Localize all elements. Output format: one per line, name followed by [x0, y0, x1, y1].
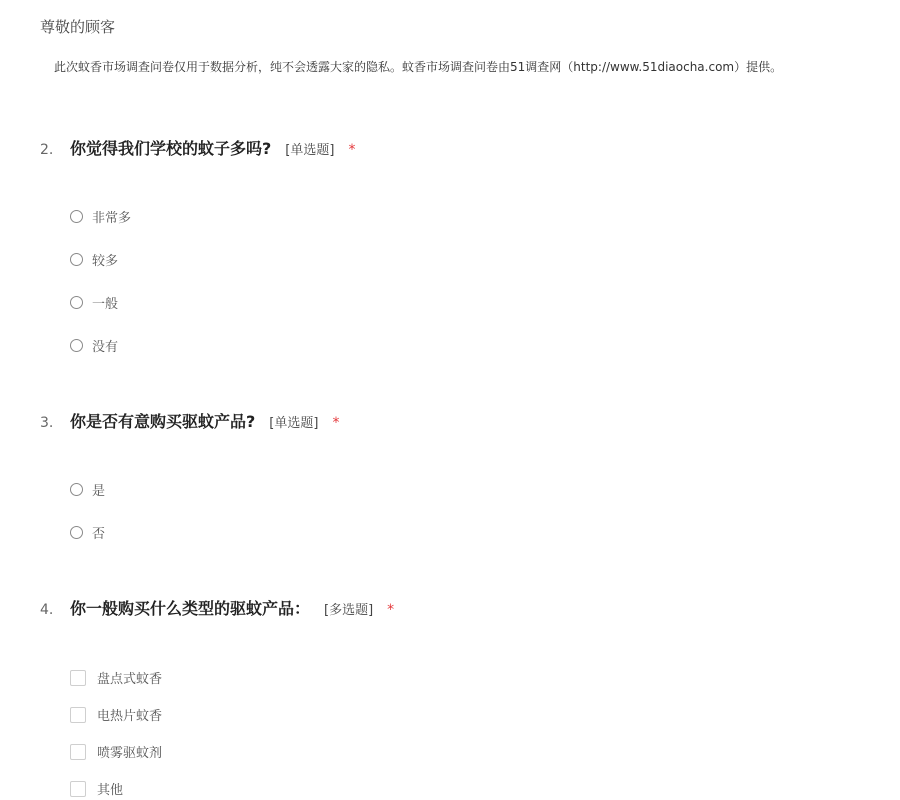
radio-button[interactable]	[70, 483, 83, 496]
greeting-text: 尊敬的顾客	[40, 18, 116, 36]
option-label: 否	[92, 527, 106, 542]
option-q4-3[interactable]	[70, 742, 162, 761]
option-q2-1[interactable]	[70, 207, 131, 226]
option-label: 非常多	[92, 211, 132, 226]
radio-button[interactable]	[70, 253, 83, 266]
option-q3-1[interactable]	[70, 480, 105, 499]
question-number: 2.	[40, 142, 54, 158]
question-4-header	[40, 596, 394, 619]
option-label: 电热片蚊香	[97, 709, 163, 724]
radio-button[interactable]	[70, 296, 83, 309]
question-type-label: [单选题]	[285, 143, 335, 158]
option-q2-2[interactable]	[70, 250, 118, 269]
radio-button[interactable]	[70, 339, 83, 352]
question-type-label: [单选题]	[269, 416, 319, 431]
option-label: 喷雾驱蚊剂	[97, 746, 163, 761]
option-q4-1[interactable]	[70, 668, 162, 687]
required-mark: *	[387, 602, 395, 618]
radio-button[interactable]	[70, 210, 83, 223]
checkbox[interactable]	[70, 670, 86, 686]
option-label: 是	[92, 484, 106, 499]
question-number: 3.	[40, 415, 54, 431]
option-label: 盘点式蚊香	[97, 672, 163, 687]
checkbox[interactable]	[70, 744, 86, 760]
option-label: 其他	[97, 783, 124, 798]
intro-text: 此次蚊香市场调查问卷仅用于数据分析，纯不会透露大家的隐私。蚊香市场调查问卷由51调查网（http://www.51diaocha.com）提供。	[54, 60, 783, 74]
checkbox[interactable]	[70, 781, 86, 797]
question-number: 4.	[40, 602, 54, 618]
question-2-header	[40, 136, 355, 159]
option-label: 较多	[92, 254, 119, 269]
option-label: 一般	[92, 297, 119, 312]
question-type-label: [多选题]	[324, 603, 374, 618]
radio-button[interactable]	[70, 526, 83, 539]
question-title: 你觉得我们学校的蚊子多吗?	[70, 139, 272, 158]
required-mark: *	[332, 415, 340, 431]
question-3-header	[40, 409, 339, 432]
option-q4-2[interactable]	[70, 705, 162, 724]
option-q4-4[interactable]	[70, 779, 123, 798]
option-q2-3[interactable]	[70, 293, 118, 312]
question-title: 你是否有意购买驱蚊产品?	[70, 412, 256, 431]
required-mark: *	[348, 142, 356, 158]
question-title: 你一般购买什么类型的驱蚊产品：	[70, 599, 311, 618]
checkbox[interactable]	[70, 707, 86, 723]
option-q2-4[interactable]	[70, 336, 118, 355]
option-label: 没有	[92, 340, 119, 355]
option-q3-2[interactable]	[70, 523, 105, 542]
